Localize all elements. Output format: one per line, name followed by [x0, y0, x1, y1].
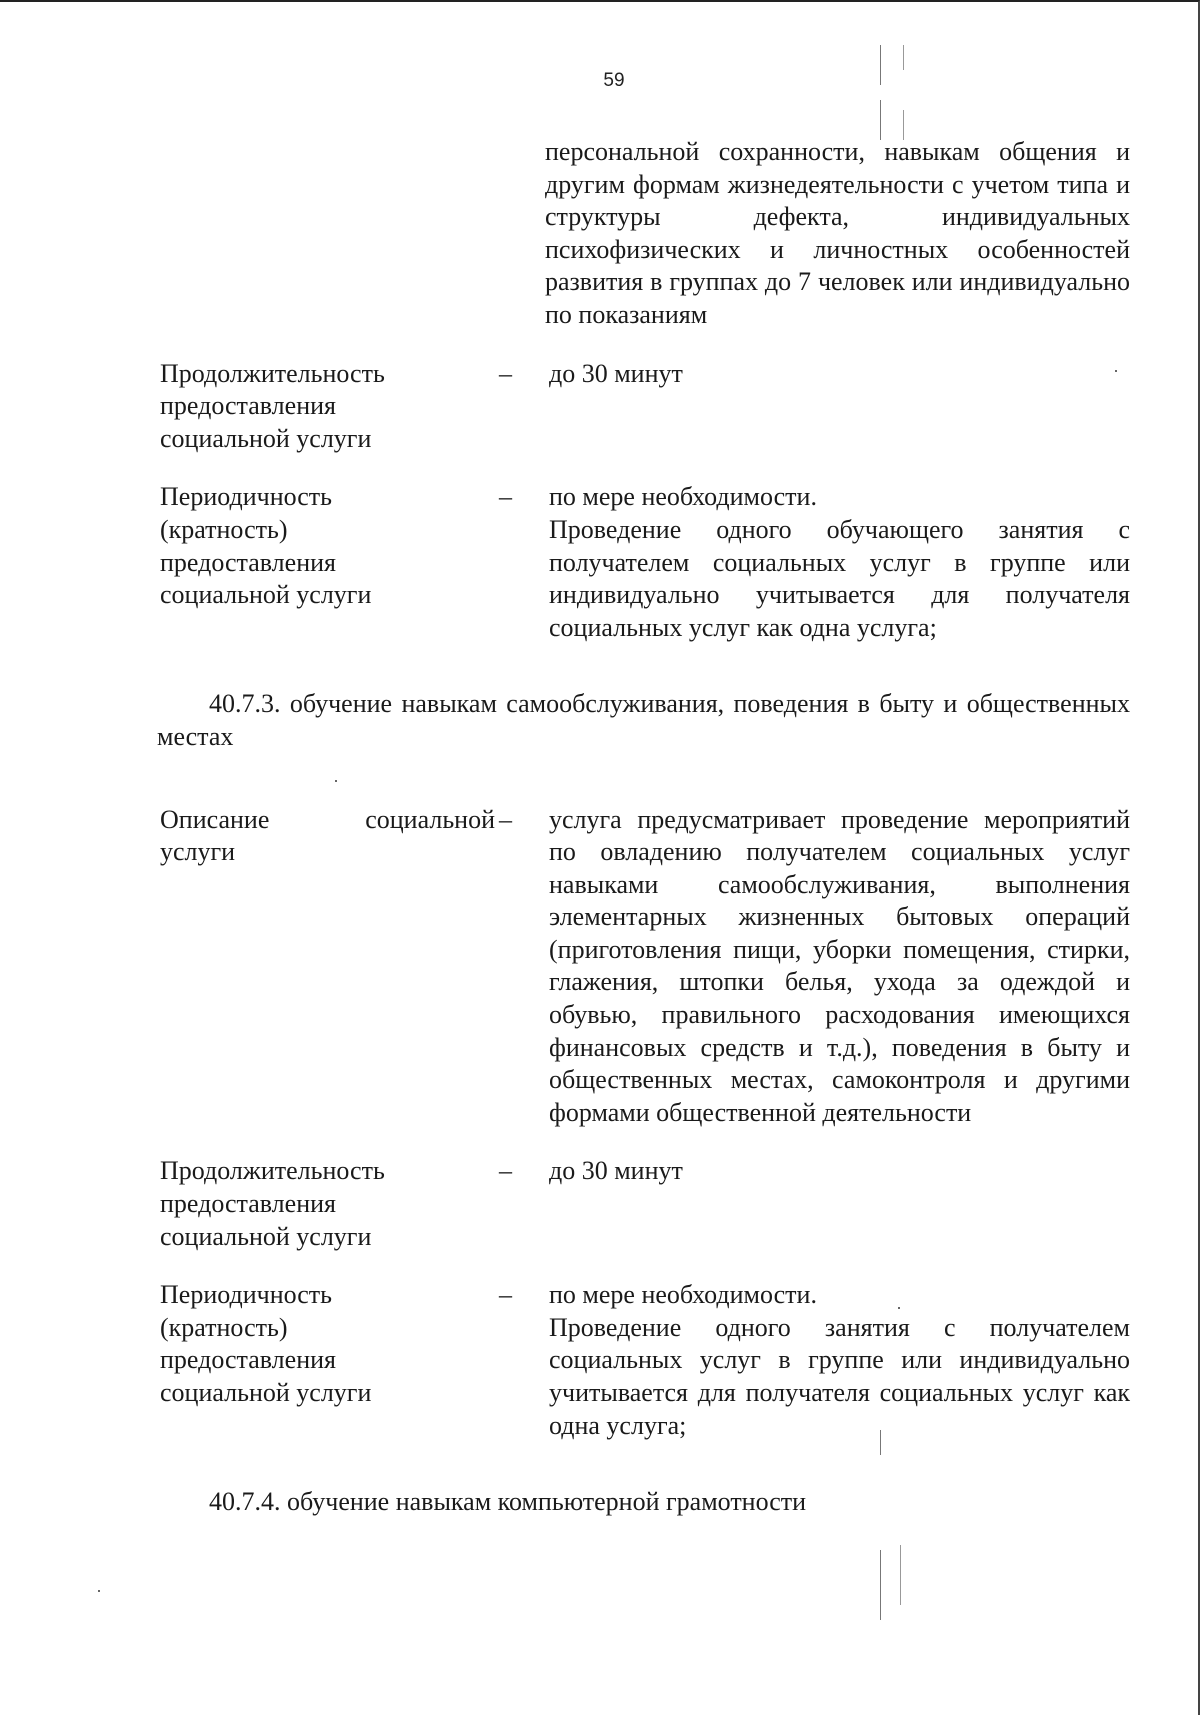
scan-artifact-dot — [98, 1590, 100, 1592]
duration-value: до 30 минут — [549, 358, 683, 388]
section-heading-40-7-3: 40.7.3. обучение навыкам самообслуживания, поведения в быту и общественных местах — [157, 689, 1130, 751]
section-heading-40-7-4: 40.7.4. обучение навыкам компьютерной грамотности — [209, 1487, 807, 1517]
document-body — [157, 136, 1130, 1519]
description-label: Описание социальной услуги — [160, 804, 495, 867]
dash-separator: – — [499, 358, 512, 388]
duration-label: Продолжительность предоставления социальной услуги — [160, 1156, 385, 1251]
duration-row — [160, 1155, 1130, 1253]
scan-artifact-line — [900, 1545, 901, 1605]
scan-artifact-line — [880, 1550, 881, 1620]
duration-value: до 30 минут — [549, 1156, 683, 1186]
periodicity-row — [160, 1279, 1130, 1442]
scan-artifact-line — [903, 45, 904, 70]
dash-separator: – — [499, 1280, 512, 1310]
dash-separator: – — [499, 482, 512, 512]
periodicity-value: по мере необходимости. Проведение одного занятия с получателем социальных услуг в группе или индивидуально учитывается для получателя социальных услуг как одна услуга; — [549, 1280, 1130, 1440]
periodicity-label: Периодичность (кратность) предоставления социальной услуги — [160, 1280, 372, 1407]
page-number: 59 — [603, 70, 625, 91]
description-value: услуга предусматривает проведение мероприятий по овладению получателем социальных услуг навыками самообслуживания, выполнения элементарных жизненных бытовых операций (приготовления пищи, уборки помещения, стирки, глажения, штопки белья, ухода за одеждой и обувью, правильного расходования имеющихся финансовых средств и т.д.), поведения в быту и общественных местах, самоконтроля и другими формами общественной деятельности — [549, 804, 1130, 1127]
periodicity-label: Периодичность (кратность) предоставления социальной услуги — [160, 482, 372, 610]
duration-row — [160, 358, 1130, 456]
dash-separator: – — [499, 1156, 512, 1186]
description-row — [160, 804, 1130, 1130]
scan-artifact-line — [880, 100, 881, 140]
periodicity-row — [160, 481, 1130, 644]
dash-separator: – — [499, 804, 512, 834]
periodicity-value: по мере необходимости. Проведение одного обучающего занятия с получателем социальных услуг в группе или индивидуально учитывается для получателя социальных услуг как одна услуга; — [549, 482, 1130, 642]
duration-label: Продолжительность предоставления социальной услуги — [160, 358, 385, 453]
continuation-paragraph: персональной сохранности, навыкам общения и другим формам жизнедеятельности с учетом типа и структуры дефекта, индивидуальных психофизических и личностных особенностей развития в группах до 7 человек или индивидуально по показаниям — [545, 137, 1130, 329]
